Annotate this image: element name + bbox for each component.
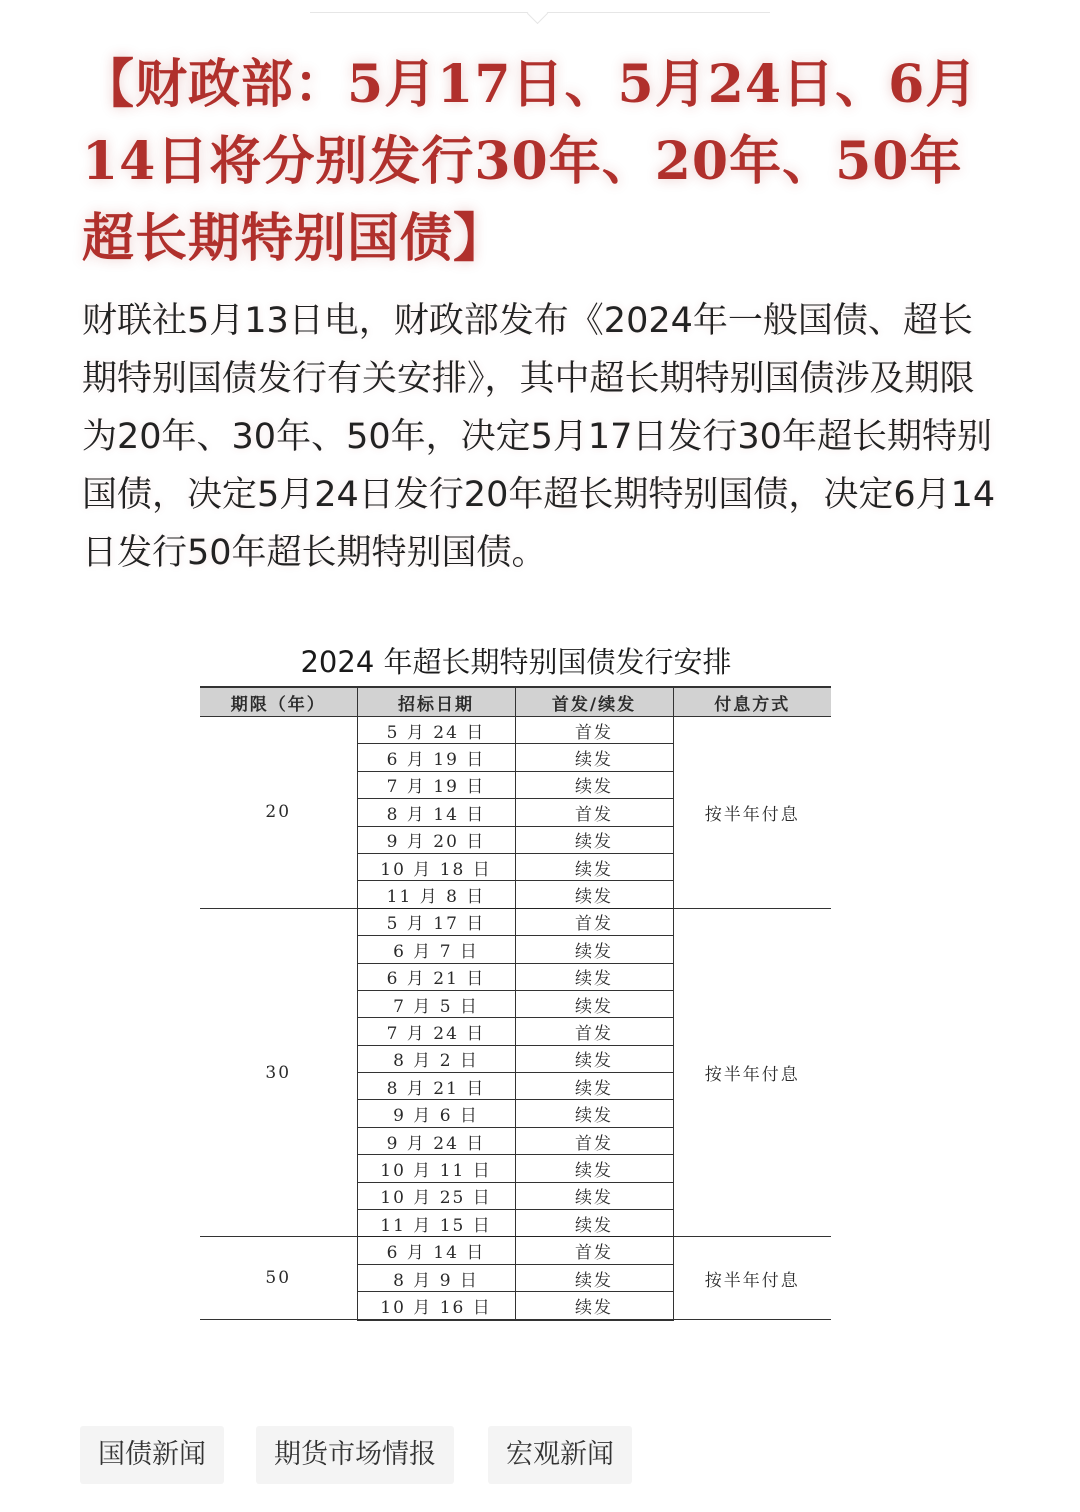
auction-date-cell: 6 月 21 日: [357, 963, 515, 990]
auction-date-cell: 10 月 18 日: [357, 853, 515, 880]
table-row: [200, 908, 831, 935]
auction-date-cell: 7 月 24 日: [357, 1018, 515, 1045]
table-header-row: [200, 687, 831, 717]
issue-type-cell: 续发: [515, 1182, 673, 1209]
auction-date-cell: 10 月 11 日: [357, 1155, 515, 1182]
table-title: 2024 年超长期特别国债发行安排: [300, 645, 732, 679]
auction-date-cell: 8 月 21 日: [357, 1073, 515, 1100]
issue-type-cell: 首发: [515, 1127, 673, 1154]
auction-date-cell: 6 月 7 日: [357, 936, 515, 963]
issue-type-cell: 续发: [515, 990, 673, 1017]
term-cell: 20: [200, 717, 357, 909]
header-auction-date: 招标日期: [357, 687, 515, 717]
auction-date-cell: 7 月 5 日: [357, 990, 515, 1017]
issue-type-cell: 续发: [515, 936, 673, 963]
interest-payment-cell: 按半年付息: [673, 1237, 831, 1320]
auction-date-cell: 11 月 15 日: [357, 1210, 515, 1237]
header-issue-type: 首发/续发: [515, 687, 673, 717]
auction-date-cell: 6 月 14 日: [357, 1237, 515, 1264]
auction-date-cell: 8 月 14 日: [357, 799, 515, 826]
issue-type-cell: 续发: [515, 826, 673, 853]
header-term: 期限（年）: [200, 687, 357, 717]
issue-type-cell: 首发: [515, 908, 673, 935]
issuance-schedule-table: [200, 686, 831, 1321]
term-cell: 30: [200, 908, 357, 1237]
tag-macro-news[interactable]: 宏观新闻: [488, 1426, 632, 1484]
auction-date-cell: 9 月 24 日: [357, 1127, 515, 1154]
auction-date-cell: 10 月 16 日: [357, 1292, 515, 1320]
auction-date-cell: 7 月 19 日: [357, 771, 515, 798]
issue-type-cell: 续发: [515, 1155, 673, 1182]
tag-futures-market[interactable]: 期货市场情报: [256, 1426, 454, 1484]
auction-date-cell: 9 月 20 日: [357, 826, 515, 853]
table-row: [200, 717, 831, 744]
issue-type-cell: 续发: [515, 1210, 673, 1237]
interest-payment-cell: 按半年付息: [673, 908, 831, 1237]
issue-type-cell: 续发: [515, 963, 673, 990]
auction-date-cell: 5 月 17 日: [357, 908, 515, 935]
article-lead-paragraph: 财联社5月13日电，财政部发布《2024年一般国债、超长期特别国债发行有关安排》，其中超长期特别国债涉及期限为20年、30年、50年，决定5月17日发行30年超长期特别国债，决定5月24日发行20年超长期特别国债，决定6月14日发行50年超长期特别国债。: [82, 301, 996, 573]
related-tags: [80, 1426, 1000, 1486]
auction-date-cell: 10 月 25 日: [357, 1182, 515, 1209]
issue-type-cell: 首发: [515, 717, 673, 744]
tag-treasury-news[interactable]: 国债新闻: [80, 1426, 224, 1484]
issue-type-cell: 续发: [515, 1264, 673, 1291]
term-cell: 50: [200, 1237, 357, 1320]
table-body: [200, 717, 831, 1320]
interest-payment-cell: 按半年付息: [673, 717, 831, 909]
auction-date-cell: 6 月 19 日: [357, 744, 515, 771]
issue-type-cell: 续发: [515, 1073, 673, 1100]
auction-date-cell: 5 月 24 日: [357, 717, 515, 744]
issue-type-cell: 续发: [515, 1292, 673, 1320]
issue-type-cell: 续发: [515, 853, 673, 880]
issue-type-cell: 首发: [515, 1018, 673, 1045]
issue-type-cell: 续发: [515, 744, 673, 771]
auction-date-cell: 8 月 2 日: [357, 1045, 515, 1072]
issue-type-cell: 续发: [515, 881, 673, 908]
issue-type-cell: 续发: [515, 1100, 673, 1127]
auction-date-cell: 8 月 9 日: [357, 1264, 515, 1291]
auction-date-cell: 9 月 6 日: [357, 1100, 515, 1127]
article-headline: 【财政部：5月17日、5月24日、6月14日将分别发行30年、20年、50年超长期特别国债】: [82, 54, 979, 269]
issue-type-cell: 首发: [515, 1237, 673, 1264]
auction-date-cell: 11 月 8 日: [357, 881, 515, 908]
issue-type-cell: 续发: [515, 1045, 673, 1072]
issue-type-cell: 首发: [515, 799, 673, 826]
header-interest-payment: 付息方式: [673, 687, 831, 717]
issue-type-cell: 续发: [515, 771, 673, 798]
table-row: [200, 1237, 831, 1264]
